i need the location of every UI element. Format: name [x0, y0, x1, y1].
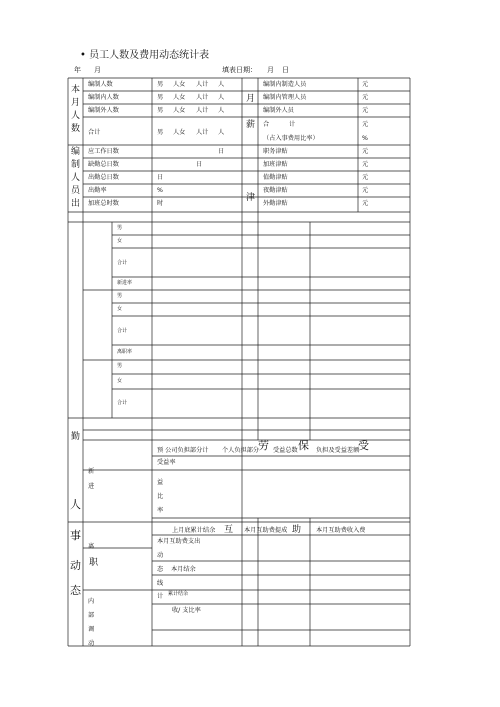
row-gender-0-f: 人女: [173, 81, 186, 88]
mid-label-1: 缺勤总日数: [88, 161, 119, 168]
mutual-leiji: 累计结余: [168, 591, 189, 597]
g1-male: 男: [117, 225, 123, 231]
row-gender-1-f: 人女: [173, 94, 186, 101]
row-gender-3-r: 人: [218, 129, 225, 136]
right-label-jin: 津: [246, 193, 256, 203]
left-label-bian: 编: [71, 147, 81, 157]
left-label-chu: 出: [71, 199, 81, 209]
mid-unit-1: 元: [362, 161, 369, 168]
mutual-zhu: 助: [292, 525, 302, 535]
page-title: • 员工人数及费用动态统计表: [80, 50, 210, 61]
row-gender-2-t: 人计: [196, 107, 209, 114]
header-fill-date: 填表日期：: [222, 66, 257, 74]
mutual-dong: 动: [157, 552, 164, 559]
mutual-ji: 计: [157, 593, 164, 600]
mutual-line1b: 本月互助费提成: [244, 527, 288, 534]
row-label-bianzhinei: 编制内人数: [88, 94, 119, 101]
row-unit-0: 元: [362, 81, 369, 88]
left-label-shu: 数: [71, 124, 81, 134]
left-label-yue: 月: [71, 98, 81, 108]
g2-total: 合计: [117, 328, 128, 334]
labor-lao: 劳: [258, 439, 269, 452]
mid-value-3: %: [157, 187, 163, 194]
labor-bi: 比: [157, 493, 164, 500]
header-month: 月: [94, 66, 101, 74]
g3-male: 男: [117, 363, 123, 369]
row-label-bianzhi: 编制人数: [88, 81, 113, 88]
labor-line1d: 负担及受益差额: [316, 447, 360, 454]
row-right-label-0: 编制内制造人员: [263, 81, 307, 88]
mid-right-label-4: 外勤津贴: [263, 200, 288, 207]
row-right-label-1: 编制内管理人员: [263, 94, 307, 101]
header-m: 月: [267, 66, 274, 74]
neibu-dong: 动: [88, 640, 95, 647]
lizhi-li: 离: [88, 543, 95, 550]
mid-right-label-0: 职务津贴: [263, 148, 288, 155]
mutual-line1c: 本月互助费收入费: [316, 527, 366, 534]
neibu-diao: 调: [88, 626, 95, 633]
mutual-benyue: 本月结余: [171, 566, 196, 573]
g2-female: 女: [117, 306, 123, 312]
left-label-ren-big: 人: [70, 498, 81, 511]
mid-unit-2: 元: [362, 174, 369, 181]
mid-value-0: 日: [218, 148, 225, 155]
g2-male: 男: [117, 293, 123, 299]
mutual-hu: 互: [224, 525, 234, 535]
mid-unit-3: 元: [362, 187, 369, 194]
labor-yi: 益: [157, 479, 164, 486]
row-right-label-2: 编制外人员: [263, 107, 294, 114]
row-gender-1-r: 人: [218, 94, 225, 101]
mid-label-0: 应工作日数: [88, 148, 119, 155]
mutual-line1: 上月底累计结余: [172, 527, 216, 534]
row-right-label-3b: 计: [289, 121, 296, 128]
labor-lv: 率: [157, 507, 164, 514]
g3-total: 合计: [117, 400, 128, 406]
mutual-xian: 线: [157, 580, 164, 587]
bullet: •: [80, 50, 86, 61]
labor-bao: 保: [298, 439, 309, 452]
labor-shou: 受: [358, 439, 369, 452]
g1-total: 合计: [117, 260, 128, 266]
mid-right-label-3: 夜勤津贴: [263, 187, 288, 194]
left-label-ren: 人: [71, 111, 81, 121]
mid-unit-4: 元: [362, 200, 369, 207]
mid-value-2: 日: [157, 174, 164, 181]
neibu-nei: 内: [88, 598, 95, 605]
mid-unit-0: 元: [362, 148, 369, 155]
left-label-ren2: 人: [71, 173, 81, 183]
left-label-qin: 勤: [71, 432, 81, 442]
row-unit-3: 元: [362, 121, 369, 128]
lizhi-zhi: 职: [89, 558, 99, 568]
header-d: 日: [282, 66, 289, 74]
row-label-heji: 合计: [88, 129, 101, 136]
g1-female: 女: [117, 238, 123, 244]
labor-line1b: 个人负担部分: [222, 447, 260, 454]
labor-line1c: 受益总数: [273, 447, 298, 454]
mutual-line2: 本月互助费支出: [157, 538, 201, 545]
g1-rate: 新进率: [117, 280, 133, 286]
mid-label-4: 加班总时数: [88, 200, 119, 207]
neibu-bu: 部: [88, 612, 95, 619]
row-unit2-3: %: [362, 135, 368, 142]
row-gender-3-f: 人女: [173, 129, 186, 136]
row-gender-2-m: 男: [157, 107, 164, 114]
row-gender-0-t: 人计: [196, 81, 209, 88]
row-gender-1-m: 男: [157, 94, 164, 101]
mid-label-2: 出勤总日数: [88, 174, 119, 181]
row-unit-2: 元: [362, 107, 369, 114]
left-label-shi: 事: [70, 529, 81, 542]
left-label-zhi: 制: [71, 160, 81, 170]
row-gender-1-t: 人计: [196, 94, 209, 101]
left-label-ben: 本: [71, 85, 81, 95]
row-right-note-3: （占入事费用比率）: [263, 135, 319, 142]
left-label-yuan: 员: [71, 186, 81, 196]
header-year: 年: [74, 66, 81, 74]
g3-female: 女: [117, 378, 123, 384]
mid-value-4: 时: [157, 200, 164, 207]
labor-line1: 预 公司负担部分计: [157, 447, 209, 454]
row-unit-1: 元: [362, 94, 369, 101]
row-gender-3-m: 男: [157, 129, 164, 136]
left-label-dong: 动: [70, 559, 81, 572]
mid-right-label-1: 加班津贴: [263, 161, 288, 168]
row-gender-2-f: 人女: [173, 107, 186, 114]
row-gender-2-r: 人: [218, 107, 225, 114]
xinjin-jin: 进: [88, 483, 95, 490]
labor-line2: 受益率: [157, 459, 176, 466]
row-label-bianzhiwai: 编制外人数: [88, 107, 119, 114]
g2-rate: 离职率: [117, 349, 133, 355]
right-label-xin: 薪: [246, 120, 256, 130]
mutual-ratio: 收/ 支比率: [172, 607, 201, 614]
mid-label-3: 出勤率: [88, 187, 107, 194]
row-gender-3-t: 人计: [196, 129, 209, 136]
mid-value-1: 日: [196, 161, 203, 168]
left-label-tai: 态: [70, 584, 81, 597]
right-label-yue: 月: [246, 94, 256, 104]
row-right-label-3a: 合: [263, 121, 270, 128]
row-gender-0-m: 男: [157, 81, 164, 88]
mid-right-label-2: 值勤津贴: [263, 174, 288, 181]
xinjin-xin: 新: [88, 468, 95, 475]
row-gender-0-r: 人: [218, 81, 225, 88]
mutual-tai: 态: [157, 566, 164, 573]
